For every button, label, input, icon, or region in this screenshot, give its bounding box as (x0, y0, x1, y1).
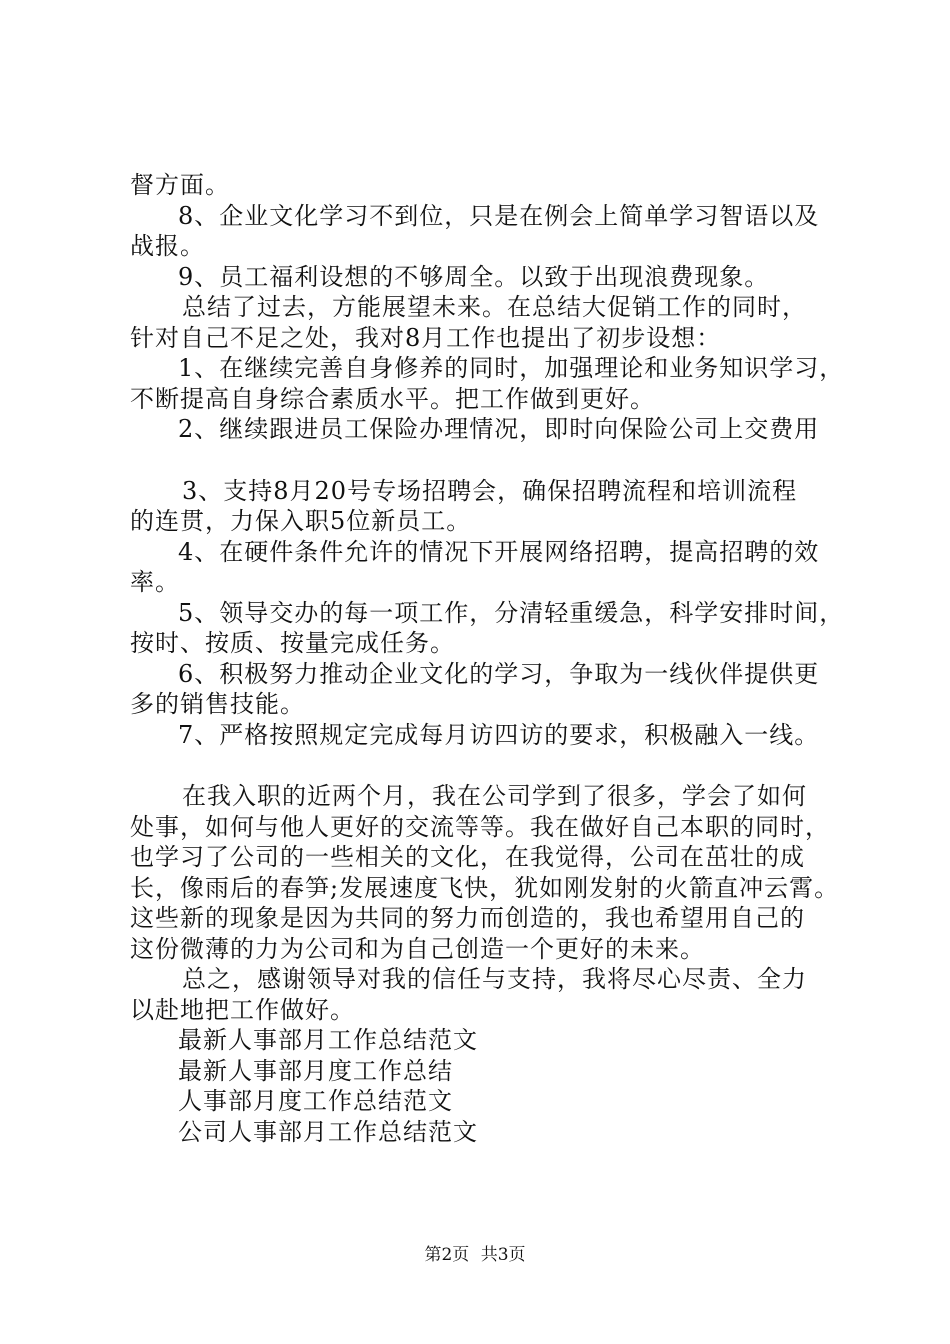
text-line: 5、领导交办的每一项工作，分清轻重缓急，科学安排时间， (178, 598, 845, 627)
related-article-link: 人事部月度工作总结范文 (178, 1087, 453, 1115)
related-article-link: 公司人事部月工作总结范文 (178, 1117, 478, 1146)
text-line: 不断提高自身综合素质水平。把工作做到更好。 (130, 384, 655, 413)
text-line: 9、员工福利设想的不够周全。以致于出现浪费现象。 (178, 262, 770, 291)
text-line: 督方面。 (130, 171, 230, 199)
text-line: 以赴地把工作做好。 (130, 995, 355, 1024)
text-line: 这份微薄的力为公司和为自己创造一个更好的未来。 (130, 934, 705, 963)
text-line: 处事，如何与他人更好的交流等等。我在做好自己本职的同时， (130, 812, 830, 841)
text-line: 战报。 (130, 232, 205, 260)
text-line: 6、积极努力推动企业文化的学习，争取为一线伙伴提供更 (178, 659, 820, 688)
text-line: 3、支持8月20号专场招聘会，确保招聘流程和培训流程 (182, 476, 798, 505)
page-total: 共3页 (480, 1245, 526, 1265)
document-body (130, 170, 850, 1147)
related-article-link: 最新人事部月度工作总结 (178, 1056, 453, 1085)
text-line: 在我入职的近两个月，我在公司学到了很多，学会了如何 (182, 782, 807, 810)
page-footer (0, 1244, 950, 1266)
text-line: 4、在硬件条件允许的情况下开展网络招聘，提高招聘的效 (178, 537, 820, 566)
blank-line (130, 750, 850, 781)
related-article-link: 最新人事部月工作总结范文 (178, 1026, 478, 1054)
text-line: 也学习了公司的一些相关的文化，在我觉得，公司在茁壮的成 (130, 843, 805, 871)
page-number: 第2页 (424, 1245, 470, 1265)
text-line: 1、在继续完善自身修养的同时，加强理论和业务知识学习， (178, 354, 845, 382)
text-line: 这些新的现象是因为共同的努力而创造的，我也希望用自己的 (130, 904, 805, 932)
text-line: 按时、按质、按量完成任务。 (130, 629, 455, 657)
text-line: 针对自己不足之处，我对8月工作也提出了初步设想： (130, 323, 722, 352)
text-line: 多的销售技能。 (130, 690, 305, 718)
text-line: 的连贯，力保入职5位新员工。 (130, 507, 472, 535)
text-line: 总之，感谢领导对我的信任与支持，我将尽心尽责、全力 (182, 965, 807, 993)
text-line: 2、继续跟进员工保险办理情况，即时向保险公司上交费用 (178, 415, 820, 443)
text-line: 长，像雨后的春笋;发展速度飞快，犹如刚发射的火箭直冲云霄。 (130, 873, 840, 902)
blank-line (130, 445, 850, 476)
text-line: 率。 (130, 568, 180, 596)
text-line: 7、严格按照规定完成每月访四访的要求，积极融入一线。 (178, 720, 820, 749)
text-line: 8、企业文化学习不到位，只是在例会上简单学习智语以及 (178, 201, 820, 230)
text-line: 总结了过去，方能展望未来。在总结大促销工作的同时， (182, 293, 807, 321)
